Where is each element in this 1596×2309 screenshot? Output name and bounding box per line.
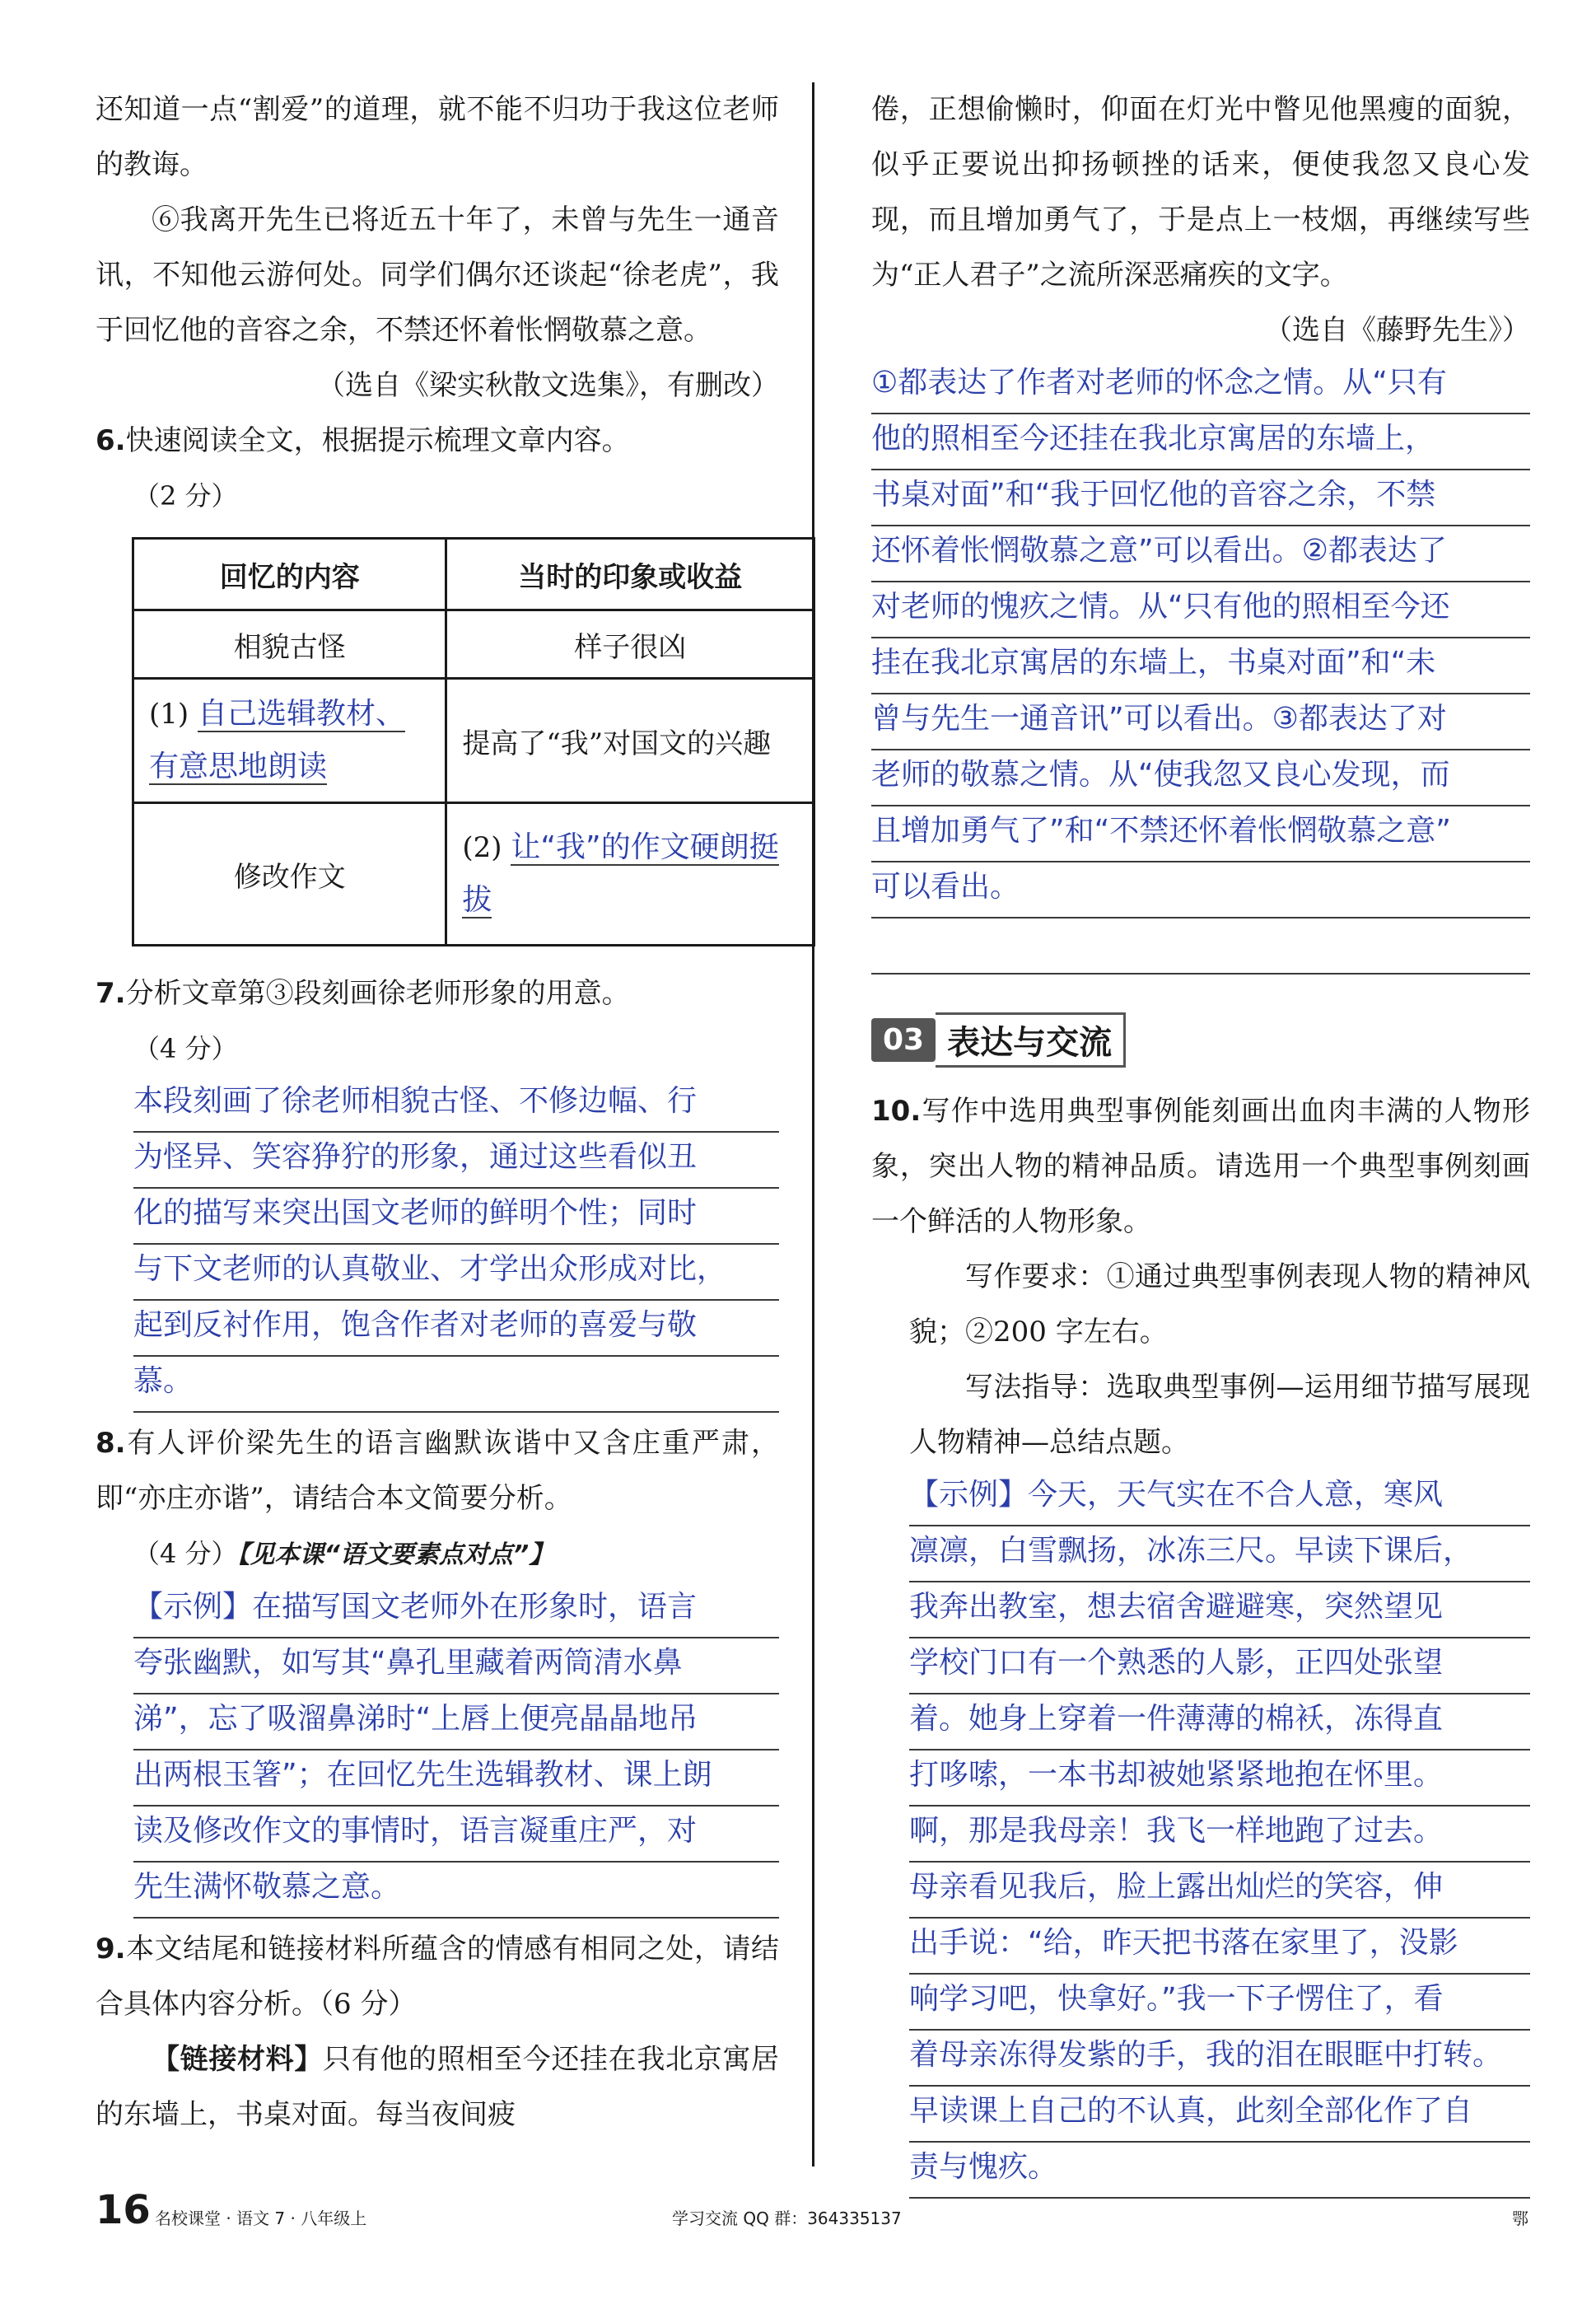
question-text: 分析文章第③段刻画徐老师形象的用意。 <box>125 977 630 1010</box>
answer-line: 早读课上自己的不认真，此刻全部化作了自 <box>909 2087 1530 2143</box>
question-7 <box>96 966 779 1021</box>
answer-line: 出手说：“给，昨天把书落在家里了，没影 <box>909 1919 1530 1975</box>
reference-note: 【见本课“语文要素点对点”】 <box>237 1540 554 1569</box>
answer-line: 母亲看见我后，脸上露出灿烂的笑容，伸 <box>909 1863 1530 1919</box>
table-cell: 修改作文 <box>133 803 446 946</box>
left-column <box>96 82 779 2143</box>
answer-line: 【示例】在描写国文老师外在形象时，语言 <box>133 1582 779 1638</box>
answer-line: 他的照相至今还挂在我北京寓居的东墙上， <box>871 414 1530 470</box>
table-cell: 相貌古怪 <box>133 610 446 679</box>
answer-line: 化的描写来突出国文老师的鲜明个性；同时 <box>133 1189 779 1245</box>
question-text: 有人评价梁先生的语言幽默诙谐中又含庄重严肃，即“亦庄亦谐”，请结合本文简要分析。 <box>96 1427 779 1515</box>
right-column <box>871 82 1530 2199</box>
answer-line: 为怪异、笑容狰狞的形象，通过这些看似丑 <box>133 1133 779 1189</box>
answer-line: 出两根玉箸”；在回忆先生选辑教材、课上朗 <box>133 1750 779 1807</box>
question-score: （2 分） <box>133 480 238 512</box>
section-title: 表达与交流 <box>936 1012 1126 1068</box>
question-text: 写作中选用典型事例能刻画出血肉丰满的人物形象，突出人物的精神品质。请选用一个典型事例刻画一个鲜活的人物形象。 <box>871 1095 1530 1238</box>
answer-line-empty <box>871 918 1530 975</box>
answer-line: 与下文老师的认真敬业、才学出众形成对比， <box>133 1245 779 1301</box>
table-cell <box>133 679 446 803</box>
answer-line: 曾与先生一通音讯”可以看出。③都表达了对 <box>871 694 1530 750</box>
answer-line: 啊，那是我母亲！我飞一样地跑了过去。 <box>909 1807 1530 1863</box>
table-header: 当时的印象或收益 <box>446 539 814 610</box>
table-cell: 样子很凶 <box>446 610 814 679</box>
answer-fill: 让“我”的作文硬朗挺拔 <box>462 830 779 917</box>
answer-line: 【示例】今天，天气实在不合人意，寒风 <box>909 1470 1530 1526</box>
question-10 <box>871 1084 1530 1250</box>
link-label: 【链接材料】 <box>152 2043 323 2076</box>
answer-line: 先生满怀敬慕之意。 <box>133 1863 779 1919</box>
question-score: （4 分） <box>133 1033 238 1064</box>
table-cell <box>446 803 814 946</box>
column-divider <box>812 82 814 2166</box>
paragraph-5-end: 还知道一点“割爱”的道理，就不能不归功于我这位老师的教诲。 <box>96 93 779 181</box>
answer-line: 夸张幽默，如写其“鼻孔里藏着两筒清水鼻 <box>133 1638 779 1694</box>
answer-line: 本段刻画了徐老师相貌古怪、不修边幅、行 <box>133 1077 779 1133</box>
question-number: 6. <box>96 424 126 457</box>
source-citation: （选自《梁实秋散文选集》，有删改） <box>317 369 779 402</box>
answer-line: 老师的敬慕之情。从“使我忽又良心发现，而 <box>871 750 1530 806</box>
question-text: 快速阅读全文，根据提示梳理文章内容。 <box>125 424 630 457</box>
answer-line: 责与愧疚。 <box>909 2143 1530 2199</box>
book-title: 名校课堂 · 语文 7 · 八年级上 <box>155 2209 367 2228</box>
question-9 <box>96 1922 779 2032</box>
section-number: 03 <box>871 1018 936 1062</box>
table-cell: 提高了“我”对国文的兴趣 <box>446 679 814 803</box>
page-footer <box>96 2187 1528 2237</box>
writing-guide: 写法指导：选取典型事例—运用细节描写展现人物精神—总结点题。 <box>909 1371 1530 1459</box>
answer-q9 <box>871 358 1530 975</box>
question-number: 9. <box>96 1933 126 1965</box>
link-material <box>96 2032 779 2143</box>
answer-line: 着。她身上穿着一件薄薄的棉袄，冻得直 <box>909 1694 1530 1750</box>
answer-line: 可以看出。 <box>871 862 1530 918</box>
answer-line: 挂在我北京寓居的东墙上，书桌对面”和“未 <box>871 638 1530 694</box>
answer-line: 学校门口有一个熟悉的人影，正四处张望 <box>909 1638 1530 1694</box>
section-heading <box>871 1012 1530 1068</box>
answer-q10 <box>871 1470 1530 2199</box>
answer-fill: 自己选辑教材、有意思地朗读 <box>149 697 405 783</box>
answer-line: 打哆嗦，一本书却被她紧紧地抱在怀里。 <box>909 1750 1530 1807</box>
answer-line: 对老师的愧疚之情。从“只有他的照相至今还 <box>871 582 1530 638</box>
answer-line: ①都表达了作者对老师的怀念之情。从“只有 <box>871 358 1530 414</box>
answer-line: 读及修改作文的事情时，语言凝重庄严，对 <box>133 1807 779 1863</box>
page-number: 16 <box>96 2187 151 2233</box>
question-6 <box>96 414 779 469</box>
question-score <box>96 1526 779 1582</box>
question-number: 8. <box>96 1427 126 1460</box>
qq-group: 学习交流 QQ 群：364335137 <box>672 2209 902 2228</box>
answer-line: 还怀着怅惘敬慕之意”可以看出。②都表达了 <box>871 526 1530 582</box>
blank-label: (2) <box>462 831 502 864</box>
answer-line: 起到反衬作用，饱含作者对老师的喜爱与敬 <box>133 1301 779 1357</box>
link-material-continued: 倦，正想偷懒时，仰面在灯光中瞥见他黑瘦的面貌，似乎正要说出抑扬顿挫的话来，便使我忽又良心发现，而且增加勇气了，于是点上一枝烟，再继续写些为“正人君子”之流所深恶痛疾的文字。 <box>871 93 1530 292</box>
paragraph-6: ⑥我离开先生已将近五十年了，未曾与先生一通音讯，不知他云游何处。同学们偶尔还谈起“徐老虎”，我于回忆他的音容之余，不禁还怀着怅惘敬慕之意。 <box>96 203 779 347</box>
question-number: 7. <box>96 977 126 1010</box>
answer-line: 着母亲冻得发紫的手，我的泪在眼眶中打转。 <box>909 2031 1530 2087</box>
answer-line: 涕”，忘了吸溜鼻涕时“上唇上便亮晶晶地吊 <box>133 1694 779 1750</box>
answer-line: 书桌对面”和“我于回忆他的音容之余，不禁 <box>871 470 1530 526</box>
link-text: 只有他的照相至今还挂在我北京寓居的东墙上，书桌对面。每当夜间疲 <box>96 2043 779 2131</box>
region-mark: 鄂 <box>1512 2209 1528 2228</box>
writing-requirement: 写作要求：①通过典型事例表现人物的精神风貌；②200 字左右。 <box>909 1260 1530 1348</box>
review-table <box>132 537 815 947</box>
answer-line: 我奔出教室，想去宿舍避避寒，突然望见 <box>909 1582 1530 1638</box>
table-header: 回忆的内容 <box>133 539 446 610</box>
answer-q8 <box>96 1582 779 1919</box>
answer-q7 <box>96 1077 779 1413</box>
link-source: （选自《藤野先生》） <box>1264 314 1530 347</box>
answer-line: 慕。 <box>133 1357 779 1413</box>
answer-line: 凛凛，白雪飘扬，冰冻三尺。早读下课后， <box>909 1526 1530 1582</box>
answer-line: 且增加勇气了”和“不禁还怀着怅惘敬慕之意” <box>871 806 1530 862</box>
question-number: 10. <box>871 1095 922 1128</box>
score-text: （4 分） <box>133 1538 238 1569</box>
blank-label: (1) <box>149 698 189 731</box>
question-text: 本文结尾和链接材料所蕴含的情感有相同之处，请结合具体内容分析。（6 分） <box>96 1933 779 2021</box>
question-8 <box>96 1416 779 1526</box>
answer-line: 响学习吧，快拿好。”我一下子愣住了，看 <box>909 1975 1530 2031</box>
